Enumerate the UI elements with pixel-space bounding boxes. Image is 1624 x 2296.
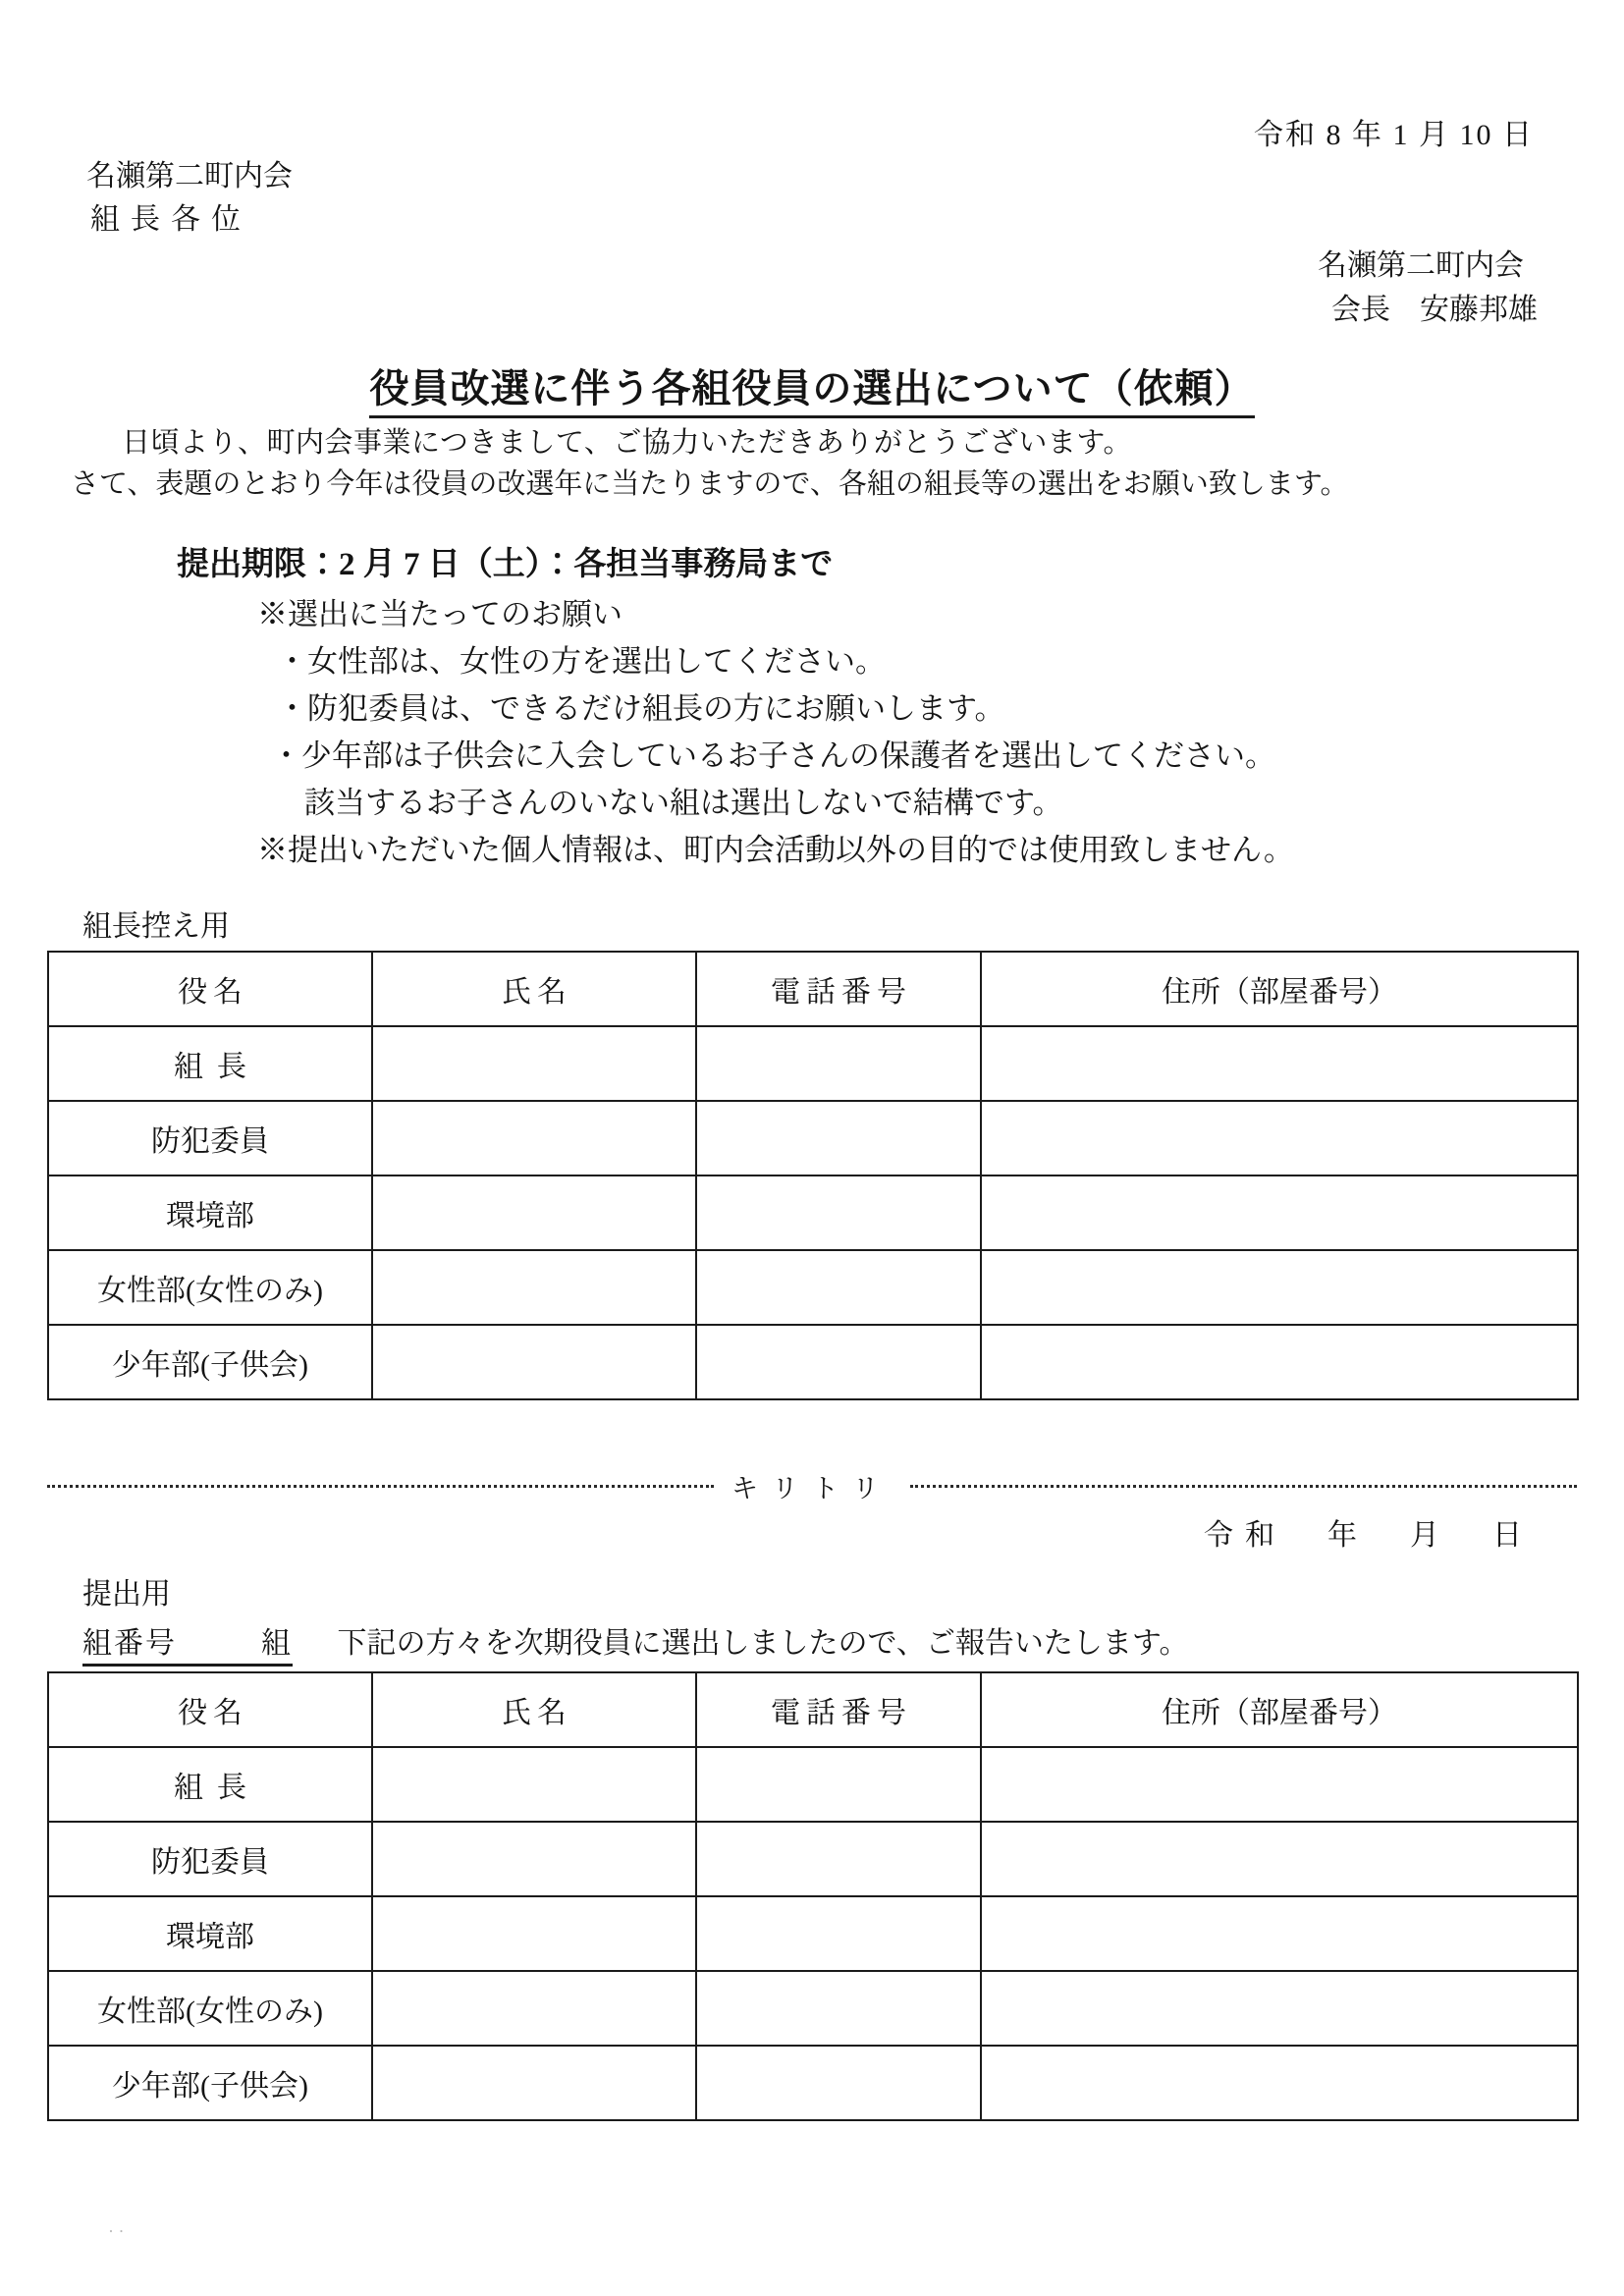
page-title-text: 役員改選に伴う各組役員の選出について（依頼）: [369, 366, 1254, 418]
row-label-environment: 環境部: [48, 1896, 372, 1971]
row-label-womens-division: 女性部(女性のみ): [48, 1971, 372, 2046]
cell-name[interactable]: [372, 1971, 696, 2046]
section-caption-keep: 組長控え用: [82, 910, 230, 943]
cell-name[interactable]: [372, 1747, 696, 1822]
cell-tel[interactable]: [696, 1325, 981, 1399]
notice-bullet-crime-prevention: ・防犯委員は、できるだけ組長の方にお願いします。: [277, 691, 1005, 726]
table-row: [48, 1747, 1578, 1822]
report-text: 下記の方々を次期役員に選出しましたので、ご報告いたします。: [337, 1627, 1189, 1660]
cell-tel[interactable]: [696, 1896, 981, 1971]
table-header-row: [48, 952, 1578, 1026]
sender-block: [1318, 244, 1538, 332]
cut-line: [47, 1467, 1577, 1505]
sender-name: 会長 安藤邦雄: [1331, 294, 1538, 326]
cell-address[interactable]: [981, 1325, 1578, 1399]
cell-tel[interactable]: [696, 1971, 981, 2046]
cell-name[interactable]: [372, 1175, 696, 1250]
group-number-line: [82, 1618, 1575, 1667]
sender-organization: 名瀬第二町内会: [1318, 249, 1524, 282]
group-number-label: 組番号: [82, 1627, 177, 1660]
header-name: 氏名: [372, 1672, 696, 1747]
cell-tel[interactable]: [696, 1747, 981, 1822]
addressee-block: [86, 155, 293, 243]
table-row: [48, 1896, 1578, 1971]
header-role: 役名: [48, 1672, 372, 1747]
cell-tel[interactable]: [696, 2046, 981, 2120]
paragraph-request: さて、表題のとおり今年は役員の改選年に当たりますので、各組の組長等の選出をお願い致します。: [71, 468, 1349, 500]
cell-address[interactable]: [981, 1971, 1578, 2046]
officer-table-keep: [47, 951, 1579, 1400]
cut-line-dashes-left: [47, 1485, 714, 1488]
section-caption-submit: 提出用: [82, 1578, 171, 1611]
officer-table-submit: [47, 1671, 1579, 2121]
cell-address[interactable]: [981, 1822, 1578, 1896]
cell-address[interactable]: [981, 2046, 1578, 2120]
notice-privacy-footer: ※提出いただいた個人情報は、町内会活動以外の目的では使用致しません。: [257, 833, 1294, 867]
addressee-organization: 名瀬第二町内会: [86, 160, 293, 192]
table-row: [48, 1250, 1578, 1325]
row-label-youth-division: 少年部(子供会): [48, 1325, 372, 1399]
table-row: [48, 1325, 1578, 1399]
row-label-group-leader: 組長: [48, 1747, 372, 1822]
header-tel: 電話番号: [696, 952, 981, 1026]
header-address: 住所（部屋番号）: [981, 952, 1578, 1026]
row-label-crime-prevention: 防犯委員: [48, 1822, 372, 1896]
cell-tel[interactable]: [696, 1250, 981, 1325]
cell-address[interactable]: [981, 1250, 1578, 1325]
header-address: 住所（部屋番号）: [981, 1672, 1578, 1747]
table-row: [48, 1101, 1578, 1175]
header-tel: 電話番号: [696, 1672, 981, 1747]
table-row: [48, 1026, 1578, 1101]
notice-bullet-womens-division: ・女性部は、女性の方を選出してください。: [277, 644, 886, 679]
scan-artifact: · ·: [108, 2221, 125, 2241]
table-row: [48, 1971, 1578, 2046]
cell-address[interactable]: [981, 1101, 1578, 1175]
cell-address[interactable]: [981, 1175, 1578, 1250]
blank-date-field[interactable]: 令和 年 月 日: [1204, 1519, 1534, 1552]
cell-tel[interactable]: [696, 1822, 981, 1896]
notice-bullet-youth-division-continued: 該当するお子さんのいない組は選出しないで結構です。: [304, 786, 1063, 820]
document-date: 令和 8 年 1 月 10 日: [1254, 119, 1534, 151]
row-label-group-leader: 組長: [48, 1026, 372, 1101]
cell-tel[interactable]: [696, 1175, 981, 1250]
table-row: [48, 2046, 1578, 2120]
notice-heading: ※選出に当たってのお願い: [257, 597, 623, 631]
cell-name[interactable]: [372, 1822, 696, 1896]
cut-line-dashes-right: [910, 1485, 1577, 1488]
cell-address[interactable]: [981, 1026, 1578, 1101]
page-title: [0, 357, 1624, 413]
addressee-recipients: 組長各位: [90, 203, 251, 237]
header-name: 氏名: [372, 952, 696, 1026]
notice-bullet-youth-division: ・少年部は子供会に入会しているお子さんの保護者を選出してください。: [271, 738, 1275, 773]
cell-address[interactable]: [981, 1896, 1578, 1971]
group-number-suffix: 組: [261, 1627, 293, 1660]
cell-name[interactable]: [372, 1896, 696, 1971]
cell-tel[interactable]: [696, 1101, 981, 1175]
table-row: [48, 1822, 1578, 1896]
submission-deadline: 提出期限：2 月 7 日（土）：各担当事務局まで: [177, 547, 834, 582]
group-number-field[interactable]: [82, 1618, 293, 1667]
cell-name[interactable]: [372, 1250, 696, 1325]
row-label-environment: 環境部: [48, 1175, 372, 1250]
row-label-crime-prevention: 防犯委員: [48, 1101, 372, 1175]
cut-line-label: キリトリ: [731, 1474, 893, 1503]
cell-name[interactable]: [372, 2046, 696, 2120]
cell-tel[interactable]: [696, 1026, 981, 1101]
row-label-youth-division: 少年部(子供会): [48, 2046, 372, 2120]
cell-address[interactable]: [981, 1747, 1578, 1822]
table-row: [48, 1175, 1578, 1250]
table-header-row: [48, 1672, 1578, 1747]
row-label-womens-division: 女性部(女性のみ): [48, 1250, 372, 1325]
header-role: 役名: [48, 952, 372, 1026]
paragraph-greeting: 日頃より、町内会事業につきまして、ご協力いただきありがとうございます。: [122, 427, 1133, 459]
cell-name[interactable]: [372, 1325, 696, 1399]
cell-name[interactable]: [372, 1026, 696, 1101]
cell-name[interactable]: [372, 1101, 696, 1175]
